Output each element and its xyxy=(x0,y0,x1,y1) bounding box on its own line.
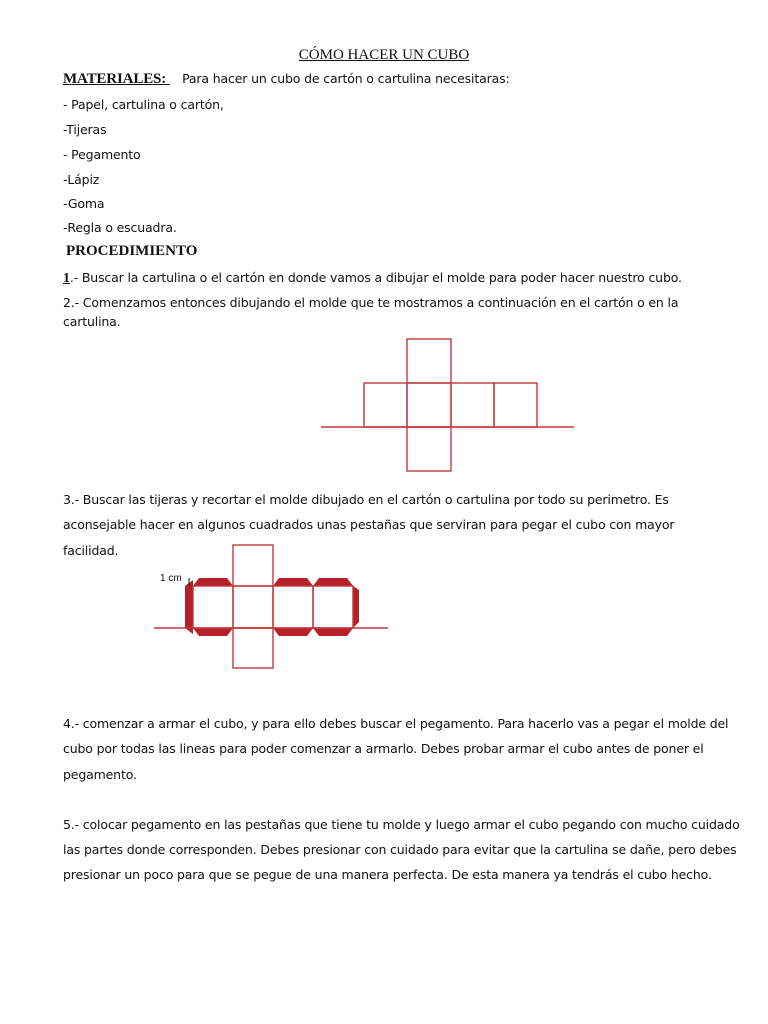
step-2-line-2: cartulina. xyxy=(63,314,121,329)
step-4-line-3: pegamento. xyxy=(63,767,137,782)
materials-heading: MATERIALES: xyxy=(63,71,167,87)
net-square-bottom xyxy=(407,427,451,471)
net-square-top xyxy=(407,339,451,383)
net-square-left xyxy=(364,383,407,427)
materials-heading-gap xyxy=(166,71,182,86)
tab-left xyxy=(185,580,193,634)
tab-top-1 xyxy=(193,578,233,586)
cube-net-tabs-diagram xyxy=(153,544,389,670)
tab-top-3 xyxy=(273,578,313,586)
step-3-line-1: 3.- Buscar las tijeras y recortar el molde dibujado en el cartón o cartulina por todo su perimetro. Es xyxy=(63,492,669,507)
tab-bottom-4 xyxy=(313,628,353,636)
material-item: -Lápiz xyxy=(63,172,100,187)
step-1 xyxy=(63,270,682,287)
step-4-line-1: 4.- comenzar a armar el cubo, y para ello debes buscar el pegamento. Para hacerlo vas a pegar el molde del xyxy=(63,716,729,731)
net2-square-right xyxy=(273,586,313,628)
procedure-heading: PROCEDIMIENTO xyxy=(66,243,198,259)
net2-square-bottom xyxy=(233,628,273,668)
step-1-text: .- Buscar la cartulina o el cartón en donde vamos a dibujar el molde para poder hacer nuestro cubo. xyxy=(69,270,682,285)
tab-bottom-1 xyxy=(193,628,233,636)
net2-square-top xyxy=(233,545,273,586)
material-item: -Goma xyxy=(63,196,105,211)
step-3-line-3: facilidad. xyxy=(63,543,119,558)
net2-square-far-right xyxy=(313,586,353,628)
tab-right xyxy=(353,586,359,628)
material-item: -Tijeras xyxy=(63,122,107,137)
net-square-center xyxy=(407,383,451,427)
material-item: -Regla o escuadra. xyxy=(63,220,177,235)
net2-square-left xyxy=(193,586,233,628)
cube-net-diagram xyxy=(320,338,575,473)
tab-top-4 xyxy=(313,578,353,586)
net-square-far-right xyxy=(494,383,537,427)
step-2-line-1: 2.- Comenzamos entonces dibujando el molde que te mostramos a continuación en el cartón o en la xyxy=(63,295,679,310)
tab-bottom-3 xyxy=(273,628,313,636)
net-square-right xyxy=(451,383,494,427)
material-item: - Pegamento xyxy=(63,147,141,162)
step-5-line-3: presionar un poco para que se pegue de una manera perfecta. De esta manera ya tendrás el cubo hecho. xyxy=(63,867,712,882)
step-5-line-2: las partes donde corresponden. Debes presionar con cuidado para evitar que la cartulina se dañe, pero debes xyxy=(63,842,737,857)
net2-square-center xyxy=(233,586,273,628)
materials-line xyxy=(63,71,510,88)
step-1-number: 1 xyxy=(63,271,70,286)
tab-size-label: 1 cm xyxy=(160,573,182,584)
material-item: - Papel, cartulina o cartón, xyxy=(63,97,224,112)
page-title: CÓMO HACER UN CUBO xyxy=(298,47,470,63)
step-3-line-2: aconsejable hacer en algunos cuadrados unas pestañas que serviran para pegar el cubo con mayor xyxy=(63,517,675,532)
step-5-line-1: 5.- colocar pegamento en las pestañas que tiene tu molde y luego armar el cubo pegando con mucho cuidado xyxy=(63,817,740,832)
step-4-line-2: cubo por todas las lineas para poder comenzar a armarlo. Debes probar armar el cubo antes de poner el xyxy=(63,741,704,756)
materials-intro: Para hacer un cubo de cartón o cartulina necesitaras: xyxy=(182,71,510,86)
